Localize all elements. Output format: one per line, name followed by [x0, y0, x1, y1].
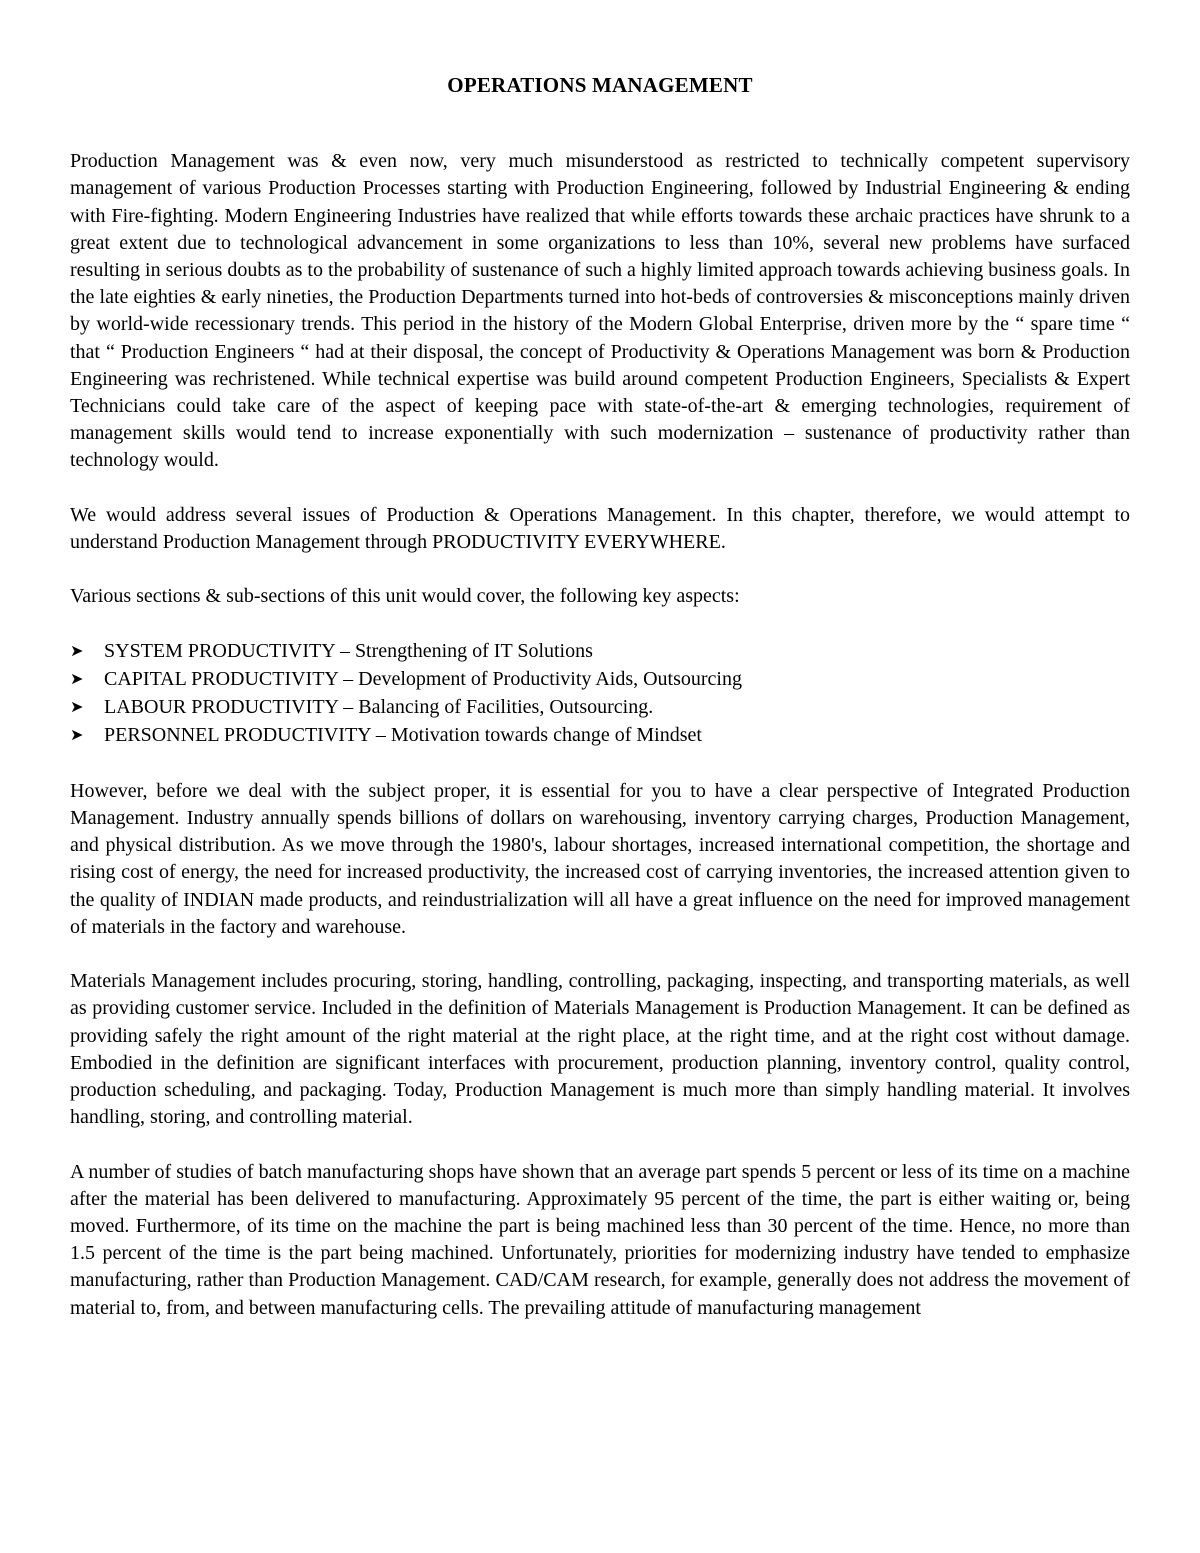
list-item-text: CAPITAL PRODUCTIVITY – Development of Productivity Aids, Outsourcing	[104, 668, 742, 691]
paragraph-intro: Production Management was & even now, very much misunderstood as restricted to technically competent supervisory management of various Production Processes starting with Production Engineering, followed by Industrial Engineering & ending with Fire-fighting. Modern Engineering Industries have realized that while efforts towards these archaic practices have shrunk to a great extent due to technological advancement in some organizations to less than 10%, several new problems have surfaced resulting in serious doubts as to the probability of sustenance of such a highly limited approach towards achieving business goals. In the late eighties & early nineties, the Production Departments turned into hot-beds of controversies & misconceptions mainly driven by world-wide recessionary trends. This period in the history of the Modern Global Enterprise, driven more by the “ spare time “ that “ Production Engineers “ had at their disposal, the concept of Productivity & Operations Management was born & Production Engineering was rechristened. While technical expertise was build around competent Production Engineers, Specialists & Expert Technicians could take care of the aspect of keeping pace with state-of-the-art & emerging technologies, requirement of management skills would tend to increase exponentially with such modernization – sustenance of productivity rather than technology would.	[70, 150, 1130, 472]
list-item	[70, 722, 1130, 750]
list-item-text: LABOUR PRODUCTIVITY – Balancing of Facilities, Outsourcing.	[104, 696, 654, 719]
list-item-text: SYSTEM PRODUCTIVITY – Strengthening of IT Solutions	[104, 639, 593, 662]
list-item-text: PERSONNEL PRODUCTIVITY – Motivation towards change of Mindset	[104, 724, 702, 747]
paragraph-batch-manufacturing: A number of studies of batch manufacturing shops have shown that an average part spends 5 percent or less of its time on a machine after the material has been delivered to manufacturing. Approximately 95 percent of the time, the part is either waiting or, being moved. Furthermore, of its time on the machine the part is being machined less than 30 percent of the time. Hence, no more than 1.5 percent of the time is the part being machined. Unfortunately, priorities for modernizing industry have tended to emphasize manufacturing, rather than Production Management. CAD/CAM research, for example, generally does not address the movement of material to, from, and between manufacturing cells. The prevailing attitude of manufacturing management	[70, 1160, 1130, 1319]
list-item	[70, 694, 1130, 722]
list-item	[70, 638, 1130, 666]
arrowhead-bullet-icon: ➤	[70, 699, 84, 717]
key-aspects-list	[70, 638, 1130, 751]
paragraph-materials-management: Materials Management includes procuring, storing, handling, controlling, packaging, inspecting, and transporting materials, as well as providing customer service. Included in the definition of Materials Management is Production Management. It can be defined as providing safely the right amount of the right material at the right place, at the right time, and at the right cost without damage. Embodied in the definition are significant interfaces with procurement, production planning, inventory control, quality control, production scheduling, and packaging. Today, Production Management is much more than simply handling material. It involves handling, storing, and controlling material.	[70, 970, 1130, 1129]
arrowhead-bullet-icon: ➤	[70, 727, 84, 745]
list-item	[70, 666, 1130, 694]
paragraph-address-issues: We would address several issues of Production & Operations Management. In this chapter, therefore, we would attempt to understand Production Management through PRODUCTIVITY EVERYWHERE.	[70, 503, 1130, 554]
paragraph-sections-intro: Various sections & sub-sections of this unit would cover, the following key aspects:	[70, 585, 740, 608]
document-title: OPERATIONS MANAGEMENT	[447, 73, 753, 97]
arrowhead-bullet-icon: ➤	[70, 642, 84, 660]
paragraph-integrated-production: However, before we deal with the subject proper, it is essential for you to have a clear perspective of Integrated Production Management. Industry annually spends billions of dollars on warehousing, inventory carrying charges, Production Management, and physical distribution. As we move through the 1980's, labour shortages, increased international competition, the shortage and rising cost of energy, the need for increased productivity, the increased cost of carrying inventories, the increased attention given to the quality of INDIAN made products, and reindustrialization will all have a great influence on the need for improved management of materials in the factory and warehouse.	[70, 779, 1130, 938]
arrowhead-bullet-icon: ➤	[70, 671, 84, 689]
